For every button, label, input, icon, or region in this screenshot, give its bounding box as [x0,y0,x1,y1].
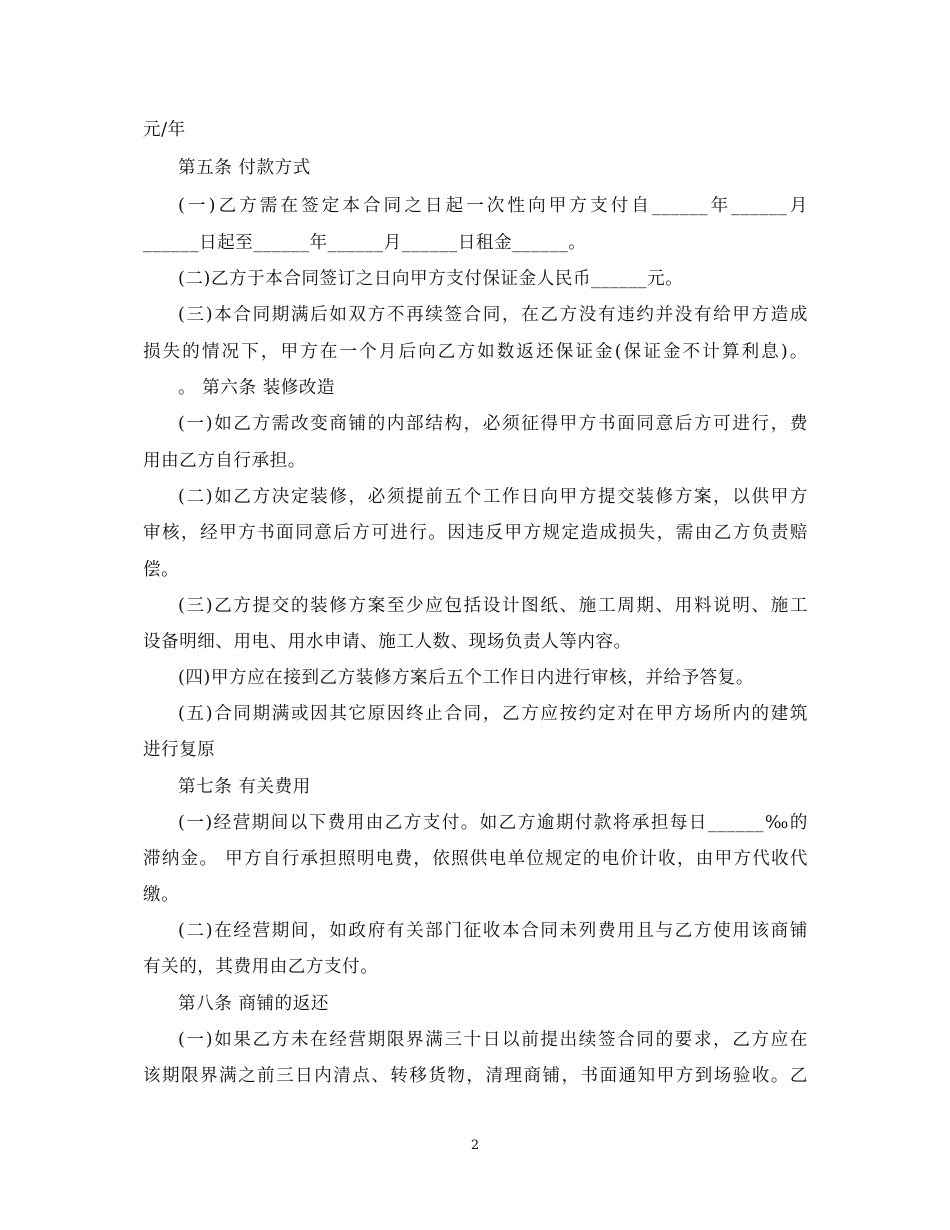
text-line-21: 滞纳金。 甲方自行承担照明电费，依照供电单位规定的电价计收，由甲方代收代 [143,849,808,869]
section-heading-5: 第五条 付款方式 [178,158,311,178]
text-line-14: (三)乙方提交的装修方案至少应包括设计图纸、施工周期、用料说明、施工 [178,596,808,616]
text-line-23: (二)在经营期间，如政府有关部门征收本合同未列费用且与乙方使用该商铺 [178,921,808,941]
text-line-20: (一)经营期间以下费用由乙方支付。如乙方逾期付款将承担每日______‰的 [178,813,808,833]
text-line-7: 损失的情况下，甲方在一个月后向乙方如数返还保证金(保证金不计算利息)。 [143,342,808,362]
text-line-17: (五)合同期满或因其它原因终止合同，乙方应按约定对在甲方场所内的建筑 [178,704,808,724]
text-line-22: 缴。 [143,885,180,905]
text-line-5: (二)乙方于本合同签订之日向甲方支付保证金人民币______元。 [178,269,684,289]
text-line-6: (三)本合同期满后如双方不再续签合同，在乙方没有违约并没有给甲方造成 [178,305,808,325]
text-line-13: 偿。 [143,560,180,580]
text-line-26: (一)如果乙方未在经营期限界满三十日以前提出续签合同的要求，乙方应在 [178,1030,808,1050]
section-heading-7: 第七条 有关费用 [178,777,311,797]
text-line-11: (二)如乙方决定装修，必须提前五个工作日向甲方提交装修方案，以供甲方 [178,487,808,507]
text-line-24: 有关的，其费用由乙方支付。 [143,957,379,977]
text-line-9: (一)如乙方需改变商铺的内部结构，必须征得甲方书面同意后方可进行，费 [178,414,808,434]
section-heading-6: 。 第六条 装修改造 [178,378,336,398]
text-line-1: 元/年 [143,120,186,140]
text-line-12: 审核，经甲方书面同意后方可进行。因违反甲方规定造成损失，需由乙方负责赔 [143,523,808,543]
text-line-3: (一)乙方需在签定本合同之日起一次性向甲方支付自______年______月 [178,196,808,216]
section-heading-8: 第八条 商铺的返还 [178,994,329,1014]
text-line-10: 用由乙方自行承担。 [143,451,306,471]
text-line-4: ______日起至______年______月______日租金______。 [143,233,587,253]
text-line-15: 设备明细、用电、用水申请、施工人数、现场负责人等内容。 [143,632,632,652]
text-line-16: (四)甲方应在接到乙方装修方案后五个工作日内进行审核，并给予答复。 [178,668,754,688]
text-line-27: 该期限界满之前三日内清点、转移货物，清理商铺，书面通知甲方到场验收。乙 [143,1066,808,1086]
page-number: 2 [470,1138,480,1153]
text-line-18: 进行复原 [143,740,216,760]
